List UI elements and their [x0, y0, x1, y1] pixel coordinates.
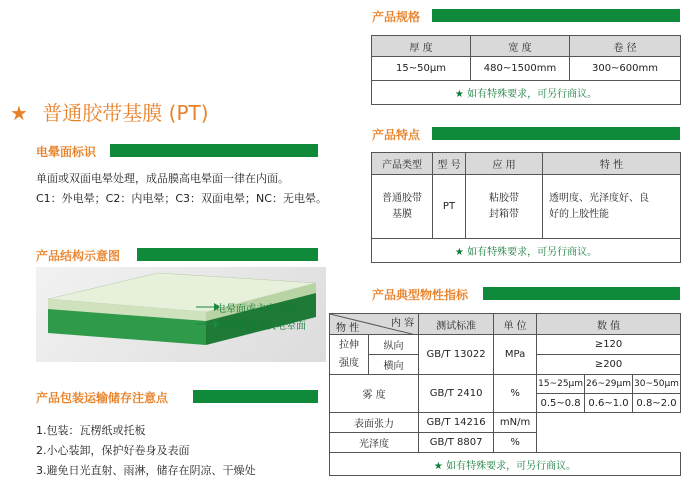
props-corner	[330, 314, 419, 335]
spec-col-diameter: 卷 径	[570, 36, 681, 57]
haze-range: 26~29μm	[585, 375, 633, 394]
tensile-md: 纵向	[369, 335, 419, 355]
tensile-label-line: 强度	[339, 357, 359, 369]
haze-unit: %	[494, 375, 537, 413]
features-type-line: 基膜	[392, 208, 412, 220]
corona-line-2: C1：外电晕；C2：内电晕；C3：双面电晕；NC：无电晕。	[36, 192, 327, 205]
haze-range: 30~50μm	[633, 375, 681, 394]
haze-standard: GB/T 2410	[419, 375, 494, 413]
props-table	[329, 313, 681, 476]
packaging-item: 2.小心装卸，保护好卷身及表面	[36, 444, 190, 457]
spec-col-width: 宽 度	[471, 36, 570, 57]
structure-label-bottom: 非电晕面或次电晕面	[216, 321, 306, 332]
surface-standard: GB/T 14216	[419, 413, 494, 433]
gloss-standard: GB/T 8807	[419, 433, 494, 453]
haze-value: 0.8~2.0	[633, 394, 681, 413]
features-table	[371, 152, 681, 263]
features-type-line: 普通胶带	[382, 192, 422, 204]
spec-header: 产品规格	[372, 10, 421, 24]
props-note: ★ 如有特殊要求，可另行商议。	[330, 453, 681, 476]
props-col-standard: 测试标准	[419, 314, 494, 335]
spec-col-thickness: 厚 度	[372, 36, 471, 57]
haze-label: 雾 度	[330, 375, 419, 413]
tensile-label-line: 拉伸	[339, 339, 359, 351]
spec-note: ★ 如有特殊要求，可另行商议。	[372, 81, 681, 105]
features-application-line: 粘胶带	[489, 192, 519, 204]
spec-diameter-value: 300~600mm	[570, 57, 681, 81]
features-model: PT	[433, 175, 466, 239]
props-col-unit: 单 位	[494, 314, 537, 335]
haze-value: 0.6~1.0	[585, 394, 633, 413]
tensile-td-value: ≥200	[537, 355, 681, 375]
packaging-bar	[193, 390, 318, 403]
packaging-list	[36, 421, 256, 481]
surface-unit: mN/m	[494, 413, 537, 433]
props-col-value: 数 值	[537, 314, 681, 335]
features-bar	[432, 127, 680, 140]
haze-range: 15~25μm	[537, 375, 585, 394]
tensile-td: 横向	[369, 355, 419, 375]
gloss-value	[537, 433, 681, 453]
title-text: 普通胶带基膜 (PT)	[42, 101, 209, 125]
tensile-label	[330, 335, 369, 375]
corona-text	[36, 169, 327, 209]
features-col-model: 型 号	[433, 153, 466, 175]
features-header: 产品特点	[372, 128, 421, 142]
features-property	[543, 175, 681, 239]
surface-label: 表面张力	[330, 413, 419, 433]
page-title	[10, 97, 209, 126]
surface-value	[537, 413, 681, 433]
haze-value: 0.5~0.8	[537, 394, 585, 413]
features-col-application: 应 用	[466, 153, 543, 175]
structure-header: 产品结构示意图	[36, 249, 121, 263]
features-col-property: 特 性	[543, 153, 681, 175]
spec-table	[371, 35, 681, 105]
props-bar	[483, 287, 680, 300]
spec-bar	[432, 9, 680, 22]
spec-width-value: 480~1500mm	[471, 57, 570, 81]
features-property-line: 好的上胶性能	[549, 208, 609, 220]
features-application	[466, 175, 543, 239]
tensile-md-value: ≥120	[537, 335, 681, 355]
features-type	[372, 175, 433, 239]
star-icon: ★	[10, 101, 28, 125]
corona-header: 电晕面标识	[36, 145, 97, 159]
corona-bar	[110, 144, 318, 157]
corner-top: 内 容	[390, 318, 415, 329]
structure-bar	[137, 248, 318, 261]
tensile-standard: GB/T 13022	[419, 335, 494, 375]
packaging-header: 产品包装运输储存注意点	[36, 391, 169, 405]
tensile-unit: MPa	[494, 335, 537, 375]
features-application-line: 封箱带	[489, 208, 519, 220]
features-col-type: 产品类型	[372, 153, 433, 175]
packaging-item: 1.包装：瓦楞纸或托板	[36, 424, 146, 437]
props-header: 产品典型物性指标	[372, 288, 469, 302]
corona-line-1: 单面或双面电晕处理，成品膜高电晕面一律在内面。	[36, 172, 289, 185]
gloss-label: 光泽度	[330, 433, 419, 453]
features-note: ★ 如有特殊要求，可另行商议。	[372, 239, 681, 263]
features-property-line: 透明度、光泽度好、良	[549, 192, 649, 204]
structure-label-top: 电晕面或主电晕面	[216, 304, 296, 315]
corner-bottom: 物 性	[336, 323, 360, 334]
gloss-unit: %	[494, 433, 537, 453]
packaging-item: 3.避免日光直射、雨淋，储存在阴凉、干燥处	[36, 464, 256, 477]
spec-thickness-value: 15~50μm	[372, 57, 471, 81]
